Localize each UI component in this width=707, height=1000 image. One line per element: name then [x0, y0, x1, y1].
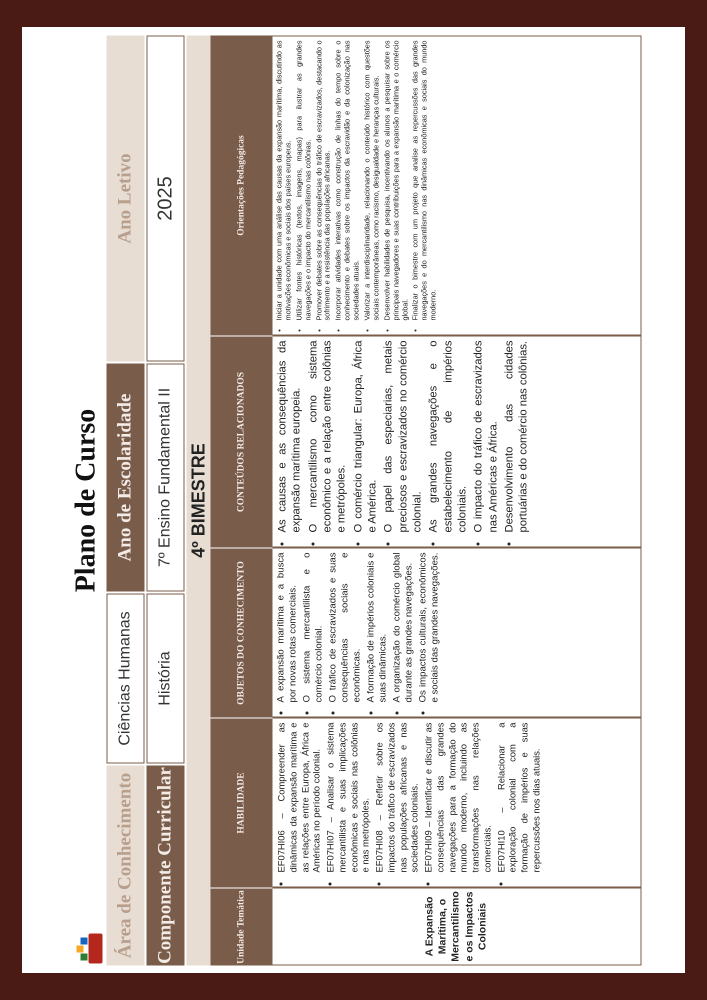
area-label: Área de Conhecimento — [106, 765, 144, 965]
guidance-cell — [272, 35, 641, 335]
guidance-item: • Incorporar atividades interativas como construção de linhas do tempo sobre o conhecimento e debates sobre os impactos da escravidão e da colonização nas sociedades atuais. — [334, 40, 361, 320]
content-item: • O comércio triangular: Europa, África e América. — [351, 340, 380, 532]
guidance-item: • Utilizar fontes históricas (textos, imagens, mapas) para ilustrar as grandes navegações e o impacto do mercantilismo nas colônias. — [295, 40, 313, 320]
header-contents: CONTEÚDOS RELACIONADOS — [210, 335, 272, 547]
guidance-item: • Valorizar a interdisciplinaridade, relacionando o conteúdo histórico com questões sociais contemporâneas, como racismo, desigualdade e heranças culturais. — [363, 40, 381, 320]
bimester-band — [186, 35, 210, 965]
content-item: • O mercantilismo como sistema econômico e a relação entre colônias e metrópoles. — [306, 340, 349, 532]
header-row-1 — [106, 35, 144, 965]
guidance-item: • Promover debates sobre as consequências do tráfico de escravizados, destacando o sofrimento e a resistência das populações africanas. — [315, 40, 333, 320]
object-item: • O sistema mercantilista e o comércio colonial. — [301, 552, 325, 702]
skill-item: • EF07HI10 – Relacionar a exploração colonial com a formação de impérios e suas repercussões nos dias atuais. — [495, 722, 542, 872]
guidance-item: • Finalizar o bimestre com um projeto que analise as repercussões das grandes navegações e do mercantilismo nas dinâmicas econômicas e sociais do mundo moderno. — [411, 40, 438, 320]
component-value: História — [146, 593, 184, 763]
skill-item: • EF07HI07 – Analisar o sistema mercantilista e suas implicações econômicas e sociais nas colônias e nas metrópoles. — [324, 722, 371, 872]
header-skill: HABILIDADE — [210, 717, 272, 887]
contents-cell — [272, 335, 641, 547]
object-item: • A organização do comércio global durante as grandes navegações. — [391, 552, 415, 702]
skill-item: • EF07HI08 – Refletir sobre os impactos do tráfico de escravizados nas populações africanas e nas sociedades coloniais. — [373, 722, 420, 872]
page-title: Plano de Curso — [70, 408, 101, 592]
object-item: • O tráfico de escravizados e suas consequências sociais e econômicas. — [327, 552, 363, 702]
content-item: • As grandes navegações e o estabelecimento de impérios coloniais. — [426, 340, 469, 532]
guidance-item: • Iniciar a unidade com uma análise das causas da expansão marítima, discutindo as motivações econômicas e sociais dos países europeus. — [275, 40, 293, 320]
object-item: • A formação de impérios coloniais e suas dinâmicas. — [365, 552, 389, 702]
content-item: • O impacto do tráfico de escravizados nas Américas e África. — [471, 340, 500, 532]
content-item: • O papel das especiarias, metais preciosos e escravizados no comércio colonial. — [381, 340, 424, 532]
unit-cell: A Expansão Marítima, o Mercantilismo e os Impactos Coloniais — [272, 887, 641, 965]
objects-cell — [272, 547, 641, 717]
bimester-label: 4º BIMESTRE — [188, 442, 208, 558]
school-year-value: 2025 — [146, 35, 184, 361]
skill-item: • EF07HI06 – Compreender as dinâmicas da expansão marítima e as relações entre Europa, África e Américas no período colonial. — [275, 722, 322, 872]
year-value: 7º Ensino Fundamental II — [146, 363, 184, 591]
object-item: • Os impactos culturais, econômicos e sociais das grandes navegações. — [417, 552, 441, 702]
header-guidance: Orientações Pedagógicas — [210, 35, 272, 335]
area-value: Ciências Humanas — [106, 593, 144, 763]
header-unit: Unidade Temática — [210, 887, 272, 965]
component-label: Componente Curricular — [146, 765, 184, 965]
skill-item: • EF07HI09 – Identificar e discutir as consequências das grandes navegações para a formação do mundo moderno, incluindo as transformações nas relações comerciais. — [422, 722, 493, 872]
school-year-label: Ano Letivo — [106, 35, 144, 361]
document-page — [22, 27, 685, 973]
guidance-item: • Desenvolver habilidades de pesquisa, incentivando os alunos a pesquisar sobre os principais navegadores e suas contribuições para a expansão marítima e o comércio global. — [383, 40, 410, 320]
header-row-2 — [146, 35, 184, 965]
course-plan-table — [66, 35, 641, 965]
header-objects: OBJETOS DO CONHECIMENTO — [210, 547, 272, 717]
content-item: • Desenvolvimento das cidades portuárias e do comércio nas colônias. — [502, 340, 531, 532]
year-label: Ano de Escolaridade — [106, 363, 144, 591]
object-item: • A expansão marítima e a busca por novas rotas comerciais. — [275, 552, 299, 702]
content-item: • As causas e as consequências da expansão marítima europeia. — [275, 340, 304, 532]
skills-cell — [272, 717, 641, 887]
